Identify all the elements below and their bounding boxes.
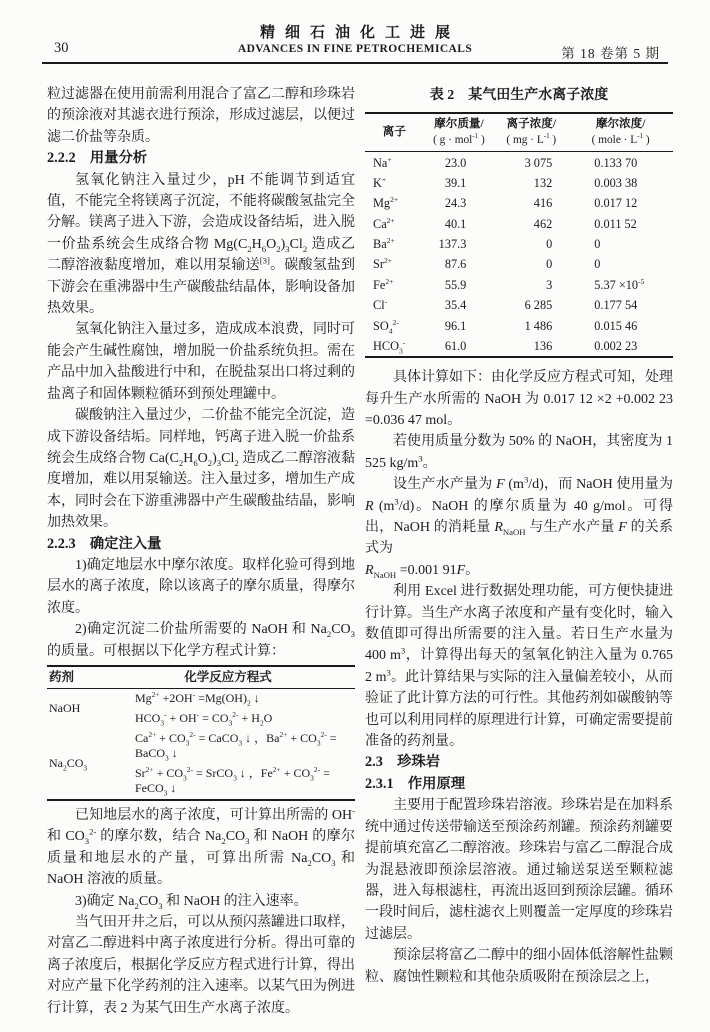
ion-cell: $HCO_3^-$ [373, 337, 406, 356]
chemical-equation: $Ca^{2+} + CO_3^{2-}$ = CaCO$_3$ ↓ ，$Ba^{2+} + CO_3^{2-}$ = BaCO$_3$ ↓ [135, 730, 337, 763]
column-header-molar-mass: 摩尔质量/ ( g · mol$^{-1}$ ) [424, 113, 495, 152]
molar-concentration-cell: 0 [594, 237, 601, 252]
molar-concentration-cell: 0.002 23 [594, 338, 638, 353]
molar-mass-cell: 61.0 [444, 338, 467, 353]
paragraph: 碳酸钠注入量过少，二价盐不能完全沉淀，造成下游设备结垢。同样地，钙离子进入脱一价盐系统会生成络合物 $Ca(C_2H_6O_2)_3Cl_2$ 造成乙二醇溶液黏度增加，难以用泵输送。注入量过多，增加生产成本，同时会在下游重沸器中产生碳酸盐结晶，影响加热效果。 [47, 408, 355, 531]
paragraph: 当气田开井之后，可以从预闪蒸罐进口取样，对富乙二醇进料中离子浓度进行分析。得出可靠的离子浓度后，根据化学反应方程式进行计算，得出对应产量下化学药剂的注入速率。以某气田为例进行计算，表 2 为某气田生产水离子浓度。 [47, 915, 355, 1016]
molar-mass-cell: 23.0 [444, 155, 467, 170]
molar-mass-cell: 55.9 [444, 277, 467, 292]
paragraph: 已知地层水的离子浓度，可计算出所需的 OH- 和 $CO_3^{2-}$ 的摩尔数，结合 $Na_2CO_3$ 和 NaOH 的摩尔质量和地层水的产量，可算出所需 $Na_2CO_3$ 和 NaOH 溶液的质量。 [47, 805, 356, 888]
concentration-cell: 0 [546, 237, 553, 252]
section-heading-2-3: 2.3 珍珠岩 [365, 754, 441, 771]
chemical-equation: $HCO_3^- + OH^- = CO_3^{2-} + H_2O$ [135, 710, 273, 728]
ion-cell: $Ba^{2+}$ [373, 236, 395, 252]
molar-concentration-cell: 0.003 38 [594, 175, 638, 190]
ion-cell: Na+ [373, 154, 392, 170]
molar-concentration-cell: 0 [594, 257, 601, 272]
table-row [365, 315, 673, 335]
formula-naoh-consumption: $R_{NaOH} =0.001$ 91F。 [365, 562, 480, 580]
reagent-name: NaOH [49, 701, 81, 716]
concentration-cell: 416 [533, 196, 553, 211]
ion-cell: $Fe^{2+}$ [373, 276, 394, 292]
section-heading-2-3-1: 2.3.1 作用原理 [365, 775, 466, 792]
left-column [47, 84, 355, 1019]
table-row [47, 729, 355, 764]
molar-mass-cell: 137.3 [438, 237, 467, 252]
journal-title-en: ADVANCES IN FINE PETROCHEMICALS [237, 43, 473, 55]
table-row [365, 234, 673, 254]
molar-concentration-cell: $5.37 \times 10^{-5}$ [594, 276, 645, 292]
reagent-equation-table [47, 665, 355, 801]
molar-mass-cell: 96.1 [444, 318, 467, 333]
column-header-ion: 离子 [365, 113, 424, 152]
paragraph: 具体计算如下：由化学反应方程式可知，处理每升生产水所需的 NaOH 为 0.017 12 ×2 +0.002 23 =0.036 47 mol。 [365, 370, 673, 428]
concentration-cell: 3 075 [524, 155, 553, 170]
table-header-row [47, 666, 355, 689]
concentration-cell: 462 [533, 216, 553, 231]
concentration-cell: 132 [533, 175, 553, 190]
paragraph: 1)确定地层水中摩尔浓度。取样化验可得到地层水的离子浓度，除以该离子的摩尔质量，得摩尔浓度。 [47, 557, 355, 616]
reagent-name: $Na_2CO_3$ [49, 756, 88, 773]
table-row [365, 275, 673, 295]
molar-mass-cell: 39.1 [444, 175, 467, 190]
molar-concentration-cell: 0.133 70 [594, 155, 638, 170]
concentration-cell: 1 486 [524, 318, 553, 333]
molar-concentration-cell: 0.011 52 [594, 216, 637, 231]
page-number: 30 [54, 40, 69, 56]
paragraph-intro-continued: 粒过滤器在使用前需利用混合了富乙二醇和珍珠岩的预涂液对其滤衣进行预涂，形成过滤层，以便过滤二价盐等杂质。 [47, 87, 355, 145]
concentration-cell: 0 [546, 257, 553, 272]
volume-issue: 第 18 卷第 5 期 [561, 46, 660, 61]
ion-cell: $Sr^{2+}$ [373, 256, 393, 272]
ion-cell: $Ca^{2+}$ [373, 215, 395, 231]
paragraph: 氢氧化钠注入量过少，pH 不能调节到适宜值，不能完全将镁离子沉淀，不能将碳酸氢盐完全分解。镁离子进入下游，会造成设备结垢，进入脱一价盐系统会生成络合物 $Mg(C_2H_6O_2)_3Cl_2$ 造成乙二醇溶液黏度增加，难以用泵输送[3]。碳酸氢盐到下游会在重沸器中生产碳酸盐结晶体，影响设备加热效果。 [47, 172, 356, 317]
paragraph: 预涂层将富乙二醇中的细小固体低溶解性盐颗粒、腐蚀性颗粒和其他杂质吸附在预涂层之上， [365, 948, 673, 985]
ion-cell: $SO_4^{2-}$ [373, 317, 399, 336]
paragraph: 主要用于配置珍珠岩溶液。珍珠岩是在加料系统中通过传送带输送至预涂药剂罐。预涂药剂罐要提前填充富乙二醇溶液。珍珠岩与富乙二醇混合成为混悬液即预涂层溶液。通过输送泵送至颗粒滤器，进入每根滤柱，再流出返回到预涂层罐。循环一段时间后，滤柱滤衣上则覆盖一定厚度的珍珠岩过滤层。 [365, 798, 673, 942]
header-rule [42, 62, 668, 64]
molar-mass-cell: 24.3 [444, 196, 467, 211]
ion-cell: $Mg^{2+}$ [373, 195, 399, 211]
ion-concentration-table [365, 112, 673, 358]
table-row [365, 173, 673, 193]
molar-mass-cell: 87.6 [444, 257, 467, 272]
table-row [365, 152, 673, 173]
chemical-equation: $Mg^{2+} +2OH^- =Mg(OH)_2$ ↓ [135, 690, 260, 708]
section-heading-2-2-3: 2.2.3 确定注入量 [47, 535, 162, 552]
molar-concentration-cell: 0.015 46 [594, 318, 638, 333]
molar-mass-cell: 35.4 [444, 298, 467, 313]
ion-cell: Cl- [373, 297, 388, 313]
journal-title-cn: 精细石油化工进展 [259, 25, 460, 41]
column-header-molar-concentration: 摩尔浓度/ ( mole · $L^{-1}$ ) [568, 113, 673, 152]
column-header-ion-concentration: 离子浓度/ ( mg · $L^{-1}$ ) [494, 113, 568, 152]
concentration-cell: 3 [546, 277, 553, 292]
ion-cell: K+ [373, 174, 387, 190]
table-row [365, 336, 673, 357]
paragraph: 氢氧化钠注入量过多，造成成本浪费，同时可能会产生碱性腐蚀，增加脱一价盐系统负担。需在产品中加入盐酸进行中和，在脱盐泵出口将过剩的盐离子和固体颗粒循环到预处理罐中。 [47, 322, 355, 402]
paragraph: 利用 Excel 进行数据处理功能，可方便快捷进行计算。当生产水离子浓度和产量有变化时，输入数值即可得出所需要的注入量。若日生产水量为 400 $m^3$，计算得出每天的氢氧化钠注入量为 0.765 2 $m^3$。此计算结果与实际的注入量偏差较小，从而验证了此计算方法的可行性。其他药剂如碳酸钠等也可以利用同样的原理进行计算，可确定需要提前准备的药剂量。 [365, 584, 674, 750]
column-header-reagent: 药剂 [47, 666, 101, 689]
table-row [365, 214, 673, 234]
table-header-row [365, 113, 673, 152]
table-row [47, 688, 355, 709]
concentration-cell: 136 [533, 338, 553, 353]
molar-concentration-cell: 0.017 12 [594, 196, 638, 211]
table-row [365, 254, 673, 274]
chemical-equation: $Sr^{2+} + CO_3^{2-}$ = SrCO$_3$ ↓ ，$Fe^{2+} + CO_3^{2-}$ = FeCO$_3$ ↓ [135, 765, 330, 798]
molar-concentration-cell: 0.177 54 [594, 298, 638, 313]
right-column [365, 84, 673, 988]
paragraph: 若使用质量分数为 50% 的 NaOH，其密度为 1 525 $kg/m^3$。 [365, 434, 673, 471]
section-heading-2-2-2: 2.2.2 用量分析 [47, 150, 148, 167]
column-header-equation: 化学反应方程式 [101, 666, 355, 689]
paragraph: 设生产水产量为 F $(m^3/d)$，而 NaOH 使用量为 R $(m^3/d)$。NaOH 的摩尔质量为 40 g/mol。可得出，NaOH 的消耗量 $R_{NaOH}$ 与生产水产量 F 的关系式为 [365, 474, 674, 557]
paragraph: 3)确定 $Na_2CO_3$ 和 NaOH 的注入速率。 [75, 893, 308, 911]
table-row [365, 295, 673, 315]
molar-mass-cell: 40.1 [444, 216, 467, 231]
paragraph: 2)确定沉淀二价盐所需要的 NaOH 和 $Na_2CO_3$ 的质量。可根据以下化学方程式计算： [47, 622, 355, 659]
table2-caption: 表 2 某气田生产水离子浓度 [429, 88, 609, 103]
concentration-cell: 6 285 [524, 298, 553, 313]
table-row [365, 193, 673, 213]
